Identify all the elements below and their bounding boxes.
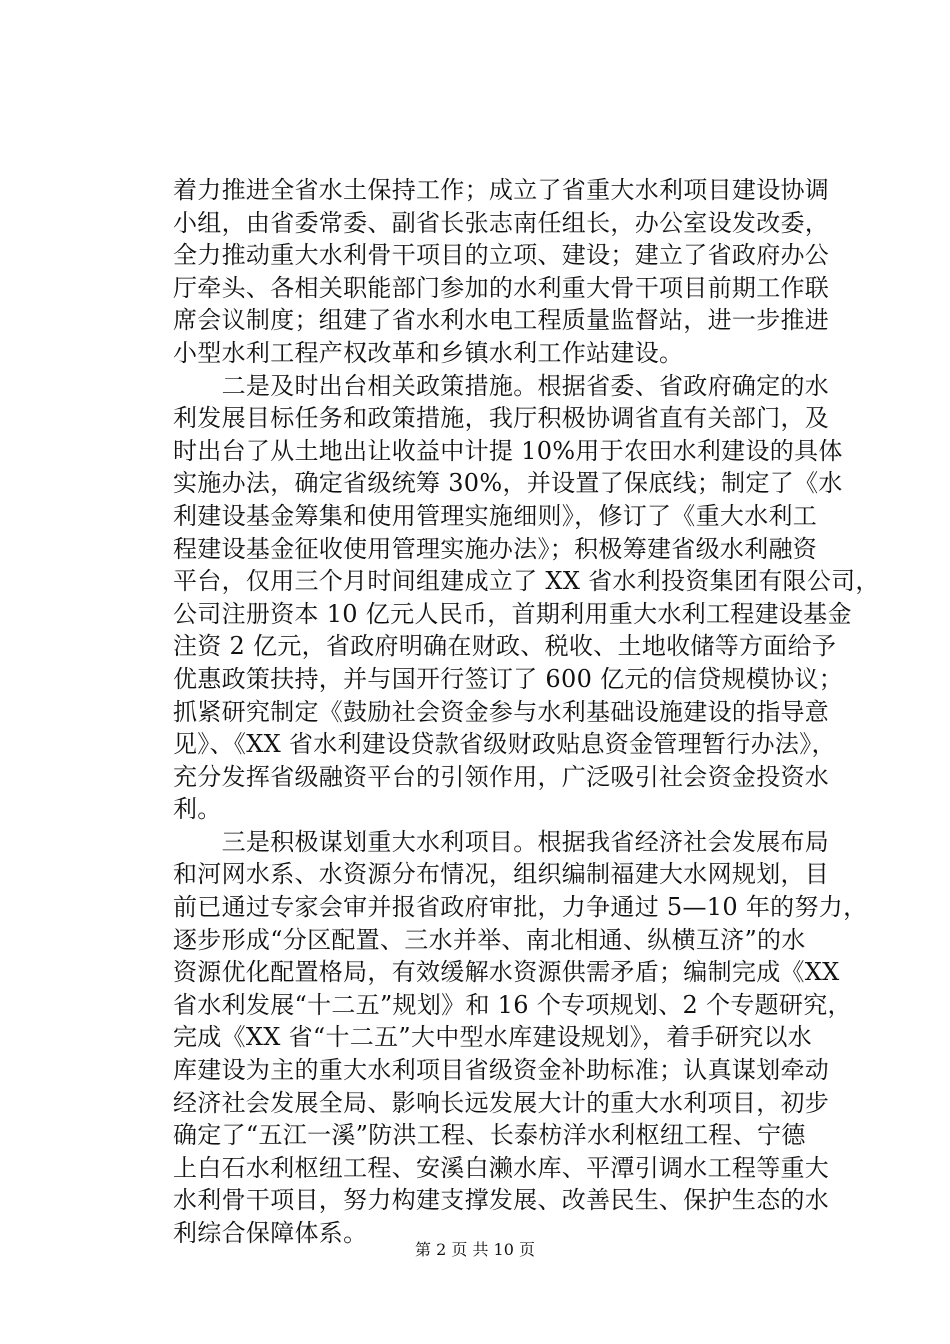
text-line: 见》、《XX 省水利建设贷款省级财政贴息资金管理暂行办法》， — [173, 730, 836, 759]
text-line: 小型水利工程产权改革和乡镇水利工作站建设。 — [173, 338, 684, 367]
text-line: 优惠政策扶持，并与国开行签订了 600 亿元的信贷规模协议； — [173, 664, 844, 693]
text-line: 逐步形成“分区配置、三水并举、南北相通、纵横互济”的水 — [173, 925, 806, 954]
text-line: 时出台了从土地出让收益中计提 10%用于农田水利建设的具体 — [173, 436, 843, 465]
text-line: 三是积极谋划重大水利项目。根据我省经济社会发展布局 — [173, 827, 830, 856]
text-line: 程建设基金征收使用管理实施办法》；积极筹建省级水利融资 — [173, 534, 818, 563]
text-line: 水利骨干项目，努力构建支撑发展、改善民生、保护生态的水 — [173, 1186, 830, 1215]
text-line: 实施办法，确定省级统筹 30%，并设置了保底线；制定了《水 — [173, 469, 843, 498]
text-line: 确定了“五江一溪”防洪工程、长泰枋洋水利枢纽工程、宁德 — [173, 1121, 806, 1150]
text-line: 前已通过专家会审并报省政府审批，力争通过 5—10 年的努力， — [173, 893, 868, 922]
text-line: 完成《XX 省“十二五”大中型水库建设规划》，着手研究以水 — [173, 1023, 813, 1052]
text-line: 着力推进全省水土保持工作；成立了省重大水利项目建设协调 — [173, 176, 830, 204]
text-line: 小组，由省委常委、副省长张志南任组长，办公室设发改委， — [173, 208, 830, 237]
text-line: 和河网水系、水资源分布情况，组织编制福建大水网规划，目 — [173, 860, 830, 889]
document-body — [173, 174, 880, 1250]
text-line: 利。 — [173, 795, 222, 824]
text-line: 库建设为主的重大水利项目省级资金补助标准；认真谋划牵动 — [173, 1056, 830, 1085]
text-line: 资源优化配置格局，有效缓解水资源供需矛盾；编制完成《XX — [173, 958, 840, 987]
text-line: 席会议制度；组建了省水利水电工程质量监督站，进一步推进 — [173, 306, 830, 335]
text-line: 注资 2 亿元，省政府明确在财政、税收、土地收储等方面给予 — [173, 632, 837, 661]
text-line: 抓紧研究制定《鼓励社会资金参与水利基础设施建设的指导意 — [173, 697, 830, 726]
text-line: 经济社会发展全局、影响长远发展大计的重大水利项目，初步 — [173, 1088, 830, 1117]
text-line: 公司注册资本 10 亿元人民币，首期利用重大水利工程建设基金 — [173, 599, 852, 628]
text-line: 全力推动重大水利骨干项目的立项、建设；建立了省政府办公 — [173, 241, 830, 270]
text-line: 二是及时出台相关政策措施。根据省委、省政府确定的水 — [173, 371, 830, 400]
text-line: 平台，仅用三个月时间组建成立了 XX 省水利投资集团有限公司， — [173, 567, 880, 596]
text-line: 利综合保障体系。 — [173, 1219, 368, 1247]
text-line: 厅牵头、各相关职能部门参加的水利重大骨干项目前期工作联 — [173, 273, 830, 302]
text-line: 利建设基金筹集和使用管理实施细则》，修订了《重大水利工 — [173, 501, 818, 530]
page-number-footer: 第 2 页 共 10 页 — [415, 1240, 535, 1259]
text-line: 省水利发展“十二五”规划》和 16 个专项规划、2 个专题研究， — [173, 990, 852, 1019]
text-line: 上白石水利枢纽工程、安溪白濑水库、平潭引调水工程等重大 — [173, 1153, 830, 1182]
text-line: 充分发挥省级融资平台的引领作用，广泛吸引社会资金投资水 — [173, 762, 830, 791]
text-line: 利发展目标任务和政策措施，我厅积极协调省直有关部门，及 — [173, 404, 830, 433]
